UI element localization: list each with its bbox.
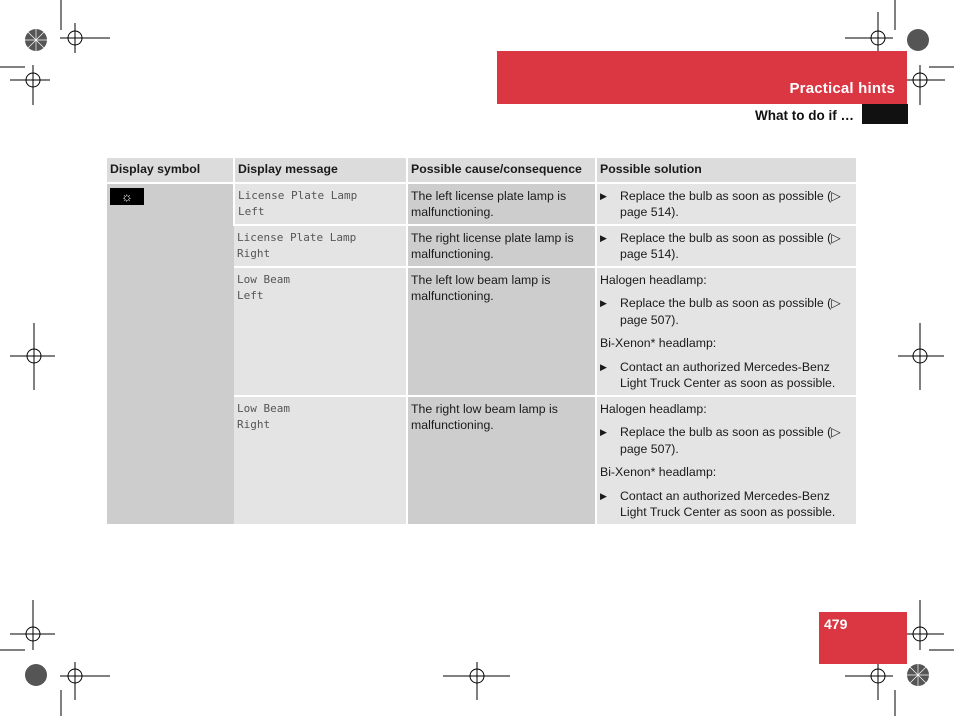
cause-cell: The right low beam lamp is malfunctioning. xyxy=(407,396,596,525)
page-number: 479 xyxy=(824,616,848,632)
triangle-right-icon: ▶ xyxy=(600,298,607,308)
display-message-cell xyxy=(234,267,407,396)
display-message-cell xyxy=(234,183,407,225)
display-message-cell xyxy=(234,396,407,525)
cause-cell: The left license plate lamp is malfunctioning. xyxy=(407,183,596,225)
message-line: Low Beam xyxy=(237,272,290,286)
solution-text: Replace the bulb as soon as possible (▷ page 514). xyxy=(620,188,841,219)
solution-cell xyxy=(596,183,856,225)
solution-intro: Bi-Xenon* headlamp: xyxy=(600,465,717,479)
lamp-warning-icon: ☼ xyxy=(110,188,144,205)
page-number-box xyxy=(819,612,907,664)
solution-text: Contact an authorized Mercedes-Benz Light Truck Center as soon as possible. xyxy=(620,488,836,519)
solution-intro: Bi-Xenon* headlamp: xyxy=(600,336,717,350)
section-header-bar xyxy=(497,51,907,104)
display-messages-table xyxy=(107,158,856,526)
triangle-right-icon: ▶ xyxy=(600,361,607,372)
solution-intro: Halogen headlamp: xyxy=(600,272,707,287)
column-header-display-message: Display message xyxy=(234,158,407,183)
table-header-row xyxy=(107,158,856,183)
message-line: Left xyxy=(237,289,264,302)
column-header-possible-cause: Possible cause/consequence xyxy=(407,158,596,183)
triangle-right-icon: ▶ xyxy=(600,490,607,501)
section-title: Practical hints xyxy=(789,80,895,97)
message-line: License Plate Lamp xyxy=(237,230,357,244)
message-line: Right xyxy=(237,247,271,260)
solution-cell xyxy=(596,225,856,267)
message-line: License Plate Lamp xyxy=(238,188,358,202)
table-row xyxy=(107,183,856,225)
message-line: Low Beam xyxy=(237,401,290,415)
triangle-right-icon: ▶ xyxy=(600,232,607,243)
triangle-right-icon: ▶ xyxy=(600,190,607,201)
solution-text: Replace the bulb as soon as possible (▷ page 514). xyxy=(620,230,841,261)
solution-text: Replace the bulb as soon as possible (▷ page 507). xyxy=(620,425,841,456)
cause-cell: The right license plate lamp is malfunctioning. xyxy=(407,225,596,267)
message-line: Left xyxy=(238,205,265,218)
solution-cell xyxy=(596,267,856,396)
message-line: Right xyxy=(237,418,271,431)
column-header-display-symbol: Display symbol xyxy=(107,158,234,183)
subsection-title: What to do if … xyxy=(755,108,854,123)
solution-intro: Halogen headlamp: xyxy=(600,401,707,416)
solution-text: Contact an authorized Mercedes-Benz Light Truck Center as soon as possible. xyxy=(620,359,836,390)
solution-text: Replace the bulb as soon as possible (▷ page 507). xyxy=(620,296,841,327)
subsection-marker xyxy=(862,104,908,124)
display-message-cell xyxy=(234,225,407,267)
column-header-possible-solution: Possible solution xyxy=(596,158,856,183)
solution-cell xyxy=(596,396,856,525)
display-symbol-cell xyxy=(107,183,234,525)
triangle-right-icon: ▶ xyxy=(600,427,607,437)
cause-cell: The left low beam lamp is malfunctioning. xyxy=(407,267,596,396)
